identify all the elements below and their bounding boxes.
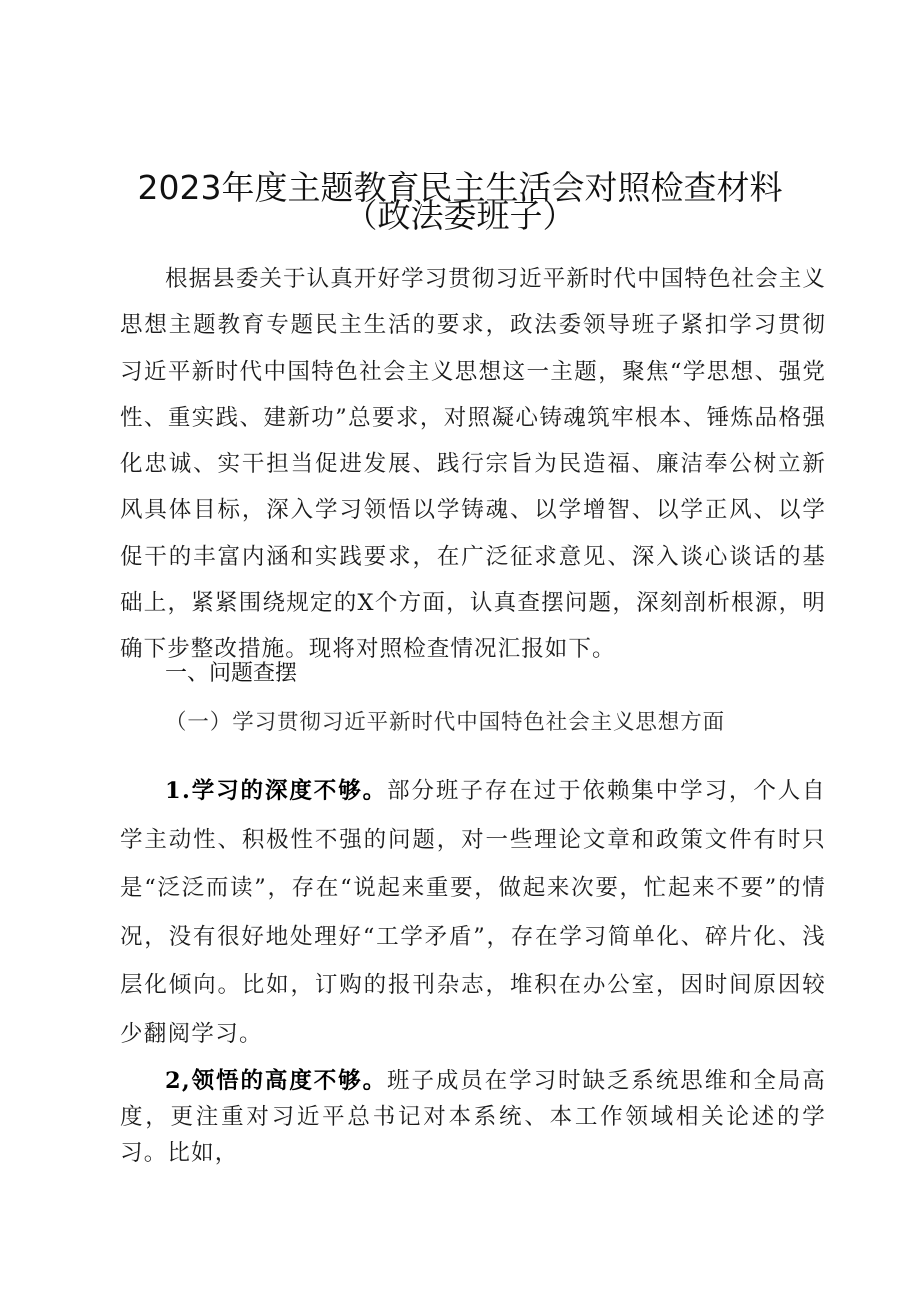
document-subtitle: （政法委班子） xyxy=(344,196,576,235)
document-title: 2023年度主题教育民主生活会对照检查材料 xyxy=(137,168,783,207)
item-2-lead: 2,领悟的高度不够。 xyxy=(165,1068,388,1094)
item-2-paragraph xyxy=(120,1063,826,1171)
item-1-paragraph xyxy=(120,767,826,1058)
item-1-body: 部分班子存在过于依赖集中学习，个人自学主动性、积极性不强的问题，对一些理论文章和政策文件有时只是“泛泛而读”，存在“说起来重要，做起来次要，忙起来不要”的情况，没有很好地处理好“工学矛盾”，存在学习简单化、碎片化、浅层化倾向。比如，订购的报刊杂志，堆积在办公室，因时间原因较少翻阅学习。 xyxy=(120,778,826,1047)
intro-paragraph: 根据县委关于认真开好学习贯彻习近平新时代中国特色社会主义思想主题教育专题民主生活的要求，政法委领导班子紧扣学习贯彻习近平新时代中国特色社会主义思想这一主题，聚焦“学思想、强党性、重实践、建新功”总要求，对照凝心铸魂筑牢根本、锤炼品格强化忠诚、实干担当促进发展、践行宗旨为民造福、廉洁奉公树立新风具体目标，深入学习领悟以学铸魂、以学增智、以学正风、以学促干的丰富内涵和实践要求，在广泛征求意见、深入谈心谈话的基础上，紧紧围绕规定的X个方面，认真查摆问题，深刻剖析根源，明确下步整改措施。现将对照检查情况汇报如下。 xyxy=(120,266,826,663)
subsection-heading: （一）学习贯彻习近平新时代中国特色社会主义思想方面 xyxy=(165,710,726,735)
item-2-body: 班子成员在学习时缺乏系统思维和全局高度，更注重对习近平总书记对本系统、本工作领域相关论述的学习。比如， xyxy=(120,1068,826,1166)
item-1-lead: 1.学习的深度不够。 xyxy=(165,778,388,804)
section-heading: 一、问题查摆 xyxy=(165,661,298,686)
